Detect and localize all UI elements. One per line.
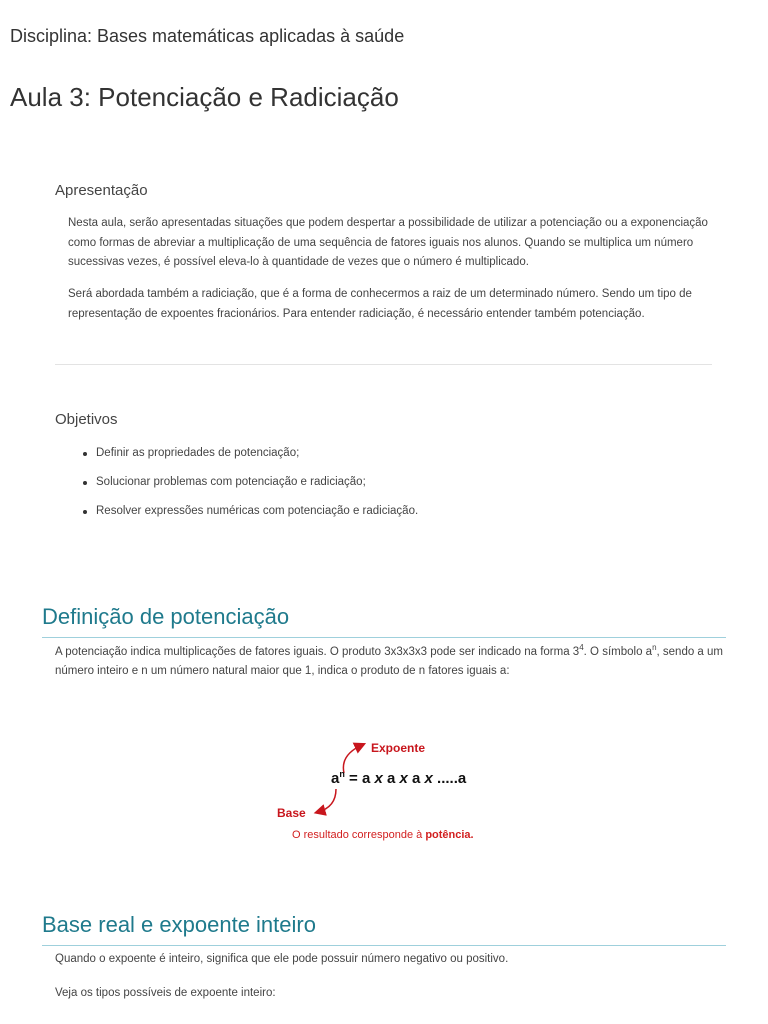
formula-times: x <box>424 770 433 787</box>
potencia-diagram <box>270 735 510 825</box>
base-real-paragraph-2: Veja os tipos possíveis de expoente inteiro: <box>55 987 276 999</box>
objetivo-text: Resolver expressões numéricas com potenciação e radiciação. <box>96 505 419 517</box>
discipline-title: Disciplina: Bases matemáticas aplicadas à saúde <box>10 26 405 46</box>
definicao-heading: Definição de potenciação <box>42 604 290 629</box>
bullet-icon <box>83 481 87 485</box>
expoente-arrow <box>343 745 362 773</box>
definicao-sup-1: 4 <box>579 643 584 653</box>
apresentacao-paragraph-1: Nesta aula, serão apresentadas situações que podem despertar a possibilidade de utilizar a potenciação ou a exponenciação como formas de abreviar a multiplicação de uma sequência de fatores iguais nos alunos. Quando se multiplica um número sucessivas vezes, é possível eleva-lo à quantidade de vezes que o número é multiplicado. <box>68 217 708 268</box>
bullet-icon <box>83 452 87 456</box>
formula <box>331 769 467 787</box>
definicao-sup-2: n <box>652 643 657 653</box>
result-note-prefix: O resultado corresponde à <box>292 829 426 841</box>
formula-part: a <box>382 770 400 787</box>
base-real-heading: Base real e expoente inteiro <box>42 912 316 937</box>
objetivo-text: Definir as propriedades de potenciação; <box>96 447 300 459</box>
result-note-bold: potência. <box>425 829 474 841</box>
result-note <box>292 829 474 841</box>
formula-part: = a <box>344 770 375 787</box>
expoente-label: Expoente <box>371 741 426 755</box>
formula-part: .....a <box>432 770 467 787</box>
formula-times: x <box>374 770 383 787</box>
formula-base: a <box>331 770 340 787</box>
definicao-text-1: A potenciação indica multiplicações de fatores iguais. O produto 3x3x3x3 pode ser indicado na forma 3 <box>55 646 580 658</box>
lesson-title: Aula 3: Potenciação e Radiciação <box>10 82 399 112</box>
apresentacao-paragraph-2: Será abordada também a radiciação, que é a forma de conhecermos a raiz de um determinado número. Sendo um tipo de representação de expoentes fracionários. Para entender radiciação, é necessário entender também potenciação. <box>68 288 692 320</box>
base-arrow <box>318 789 336 812</box>
base-real-rule <box>42 945 726 946</box>
formula-times: x <box>399 770 408 787</box>
objetivo-item <box>68 473 418 502</box>
section-divider <box>55 364 712 365</box>
definicao-text-2: . O símbolo a <box>583 646 653 658</box>
apresentacao-heading: Apresentação <box>55 182 148 199</box>
definicao-rule <box>42 637 726 638</box>
formula-part: a <box>407 770 425 787</box>
bullet-icon <box>83 510 87 514</box>
formula-exponent: n <box>339 769 345 779</box>
base-label: Base <box>277 806 306 820</box>
objetivo-text: Solucionar problemas com potenciação e radiciação; <box>96 476 366 488</box>
definicao-paragraph <box>55 643 725 681</box>
objetivo-item <box>68 444 418 473</box>
base-real-paragraph-1: Quando o expoente é inteiro, significa que ele pode possuir número negativo ou positivo. <box>55 953 509 965</box>
objetivo-item <box>68 502 418 531</box>
objetivos-heading: Objetivos <box>55 411 118 428</box>
objetivos-list <box>68 444 418 531</box>
definicao-text-3: , sendo a um número inteiro e n um número natural maior que 1, indica o produto de n fatores iguais a: <box>55 646 723 677</box>
